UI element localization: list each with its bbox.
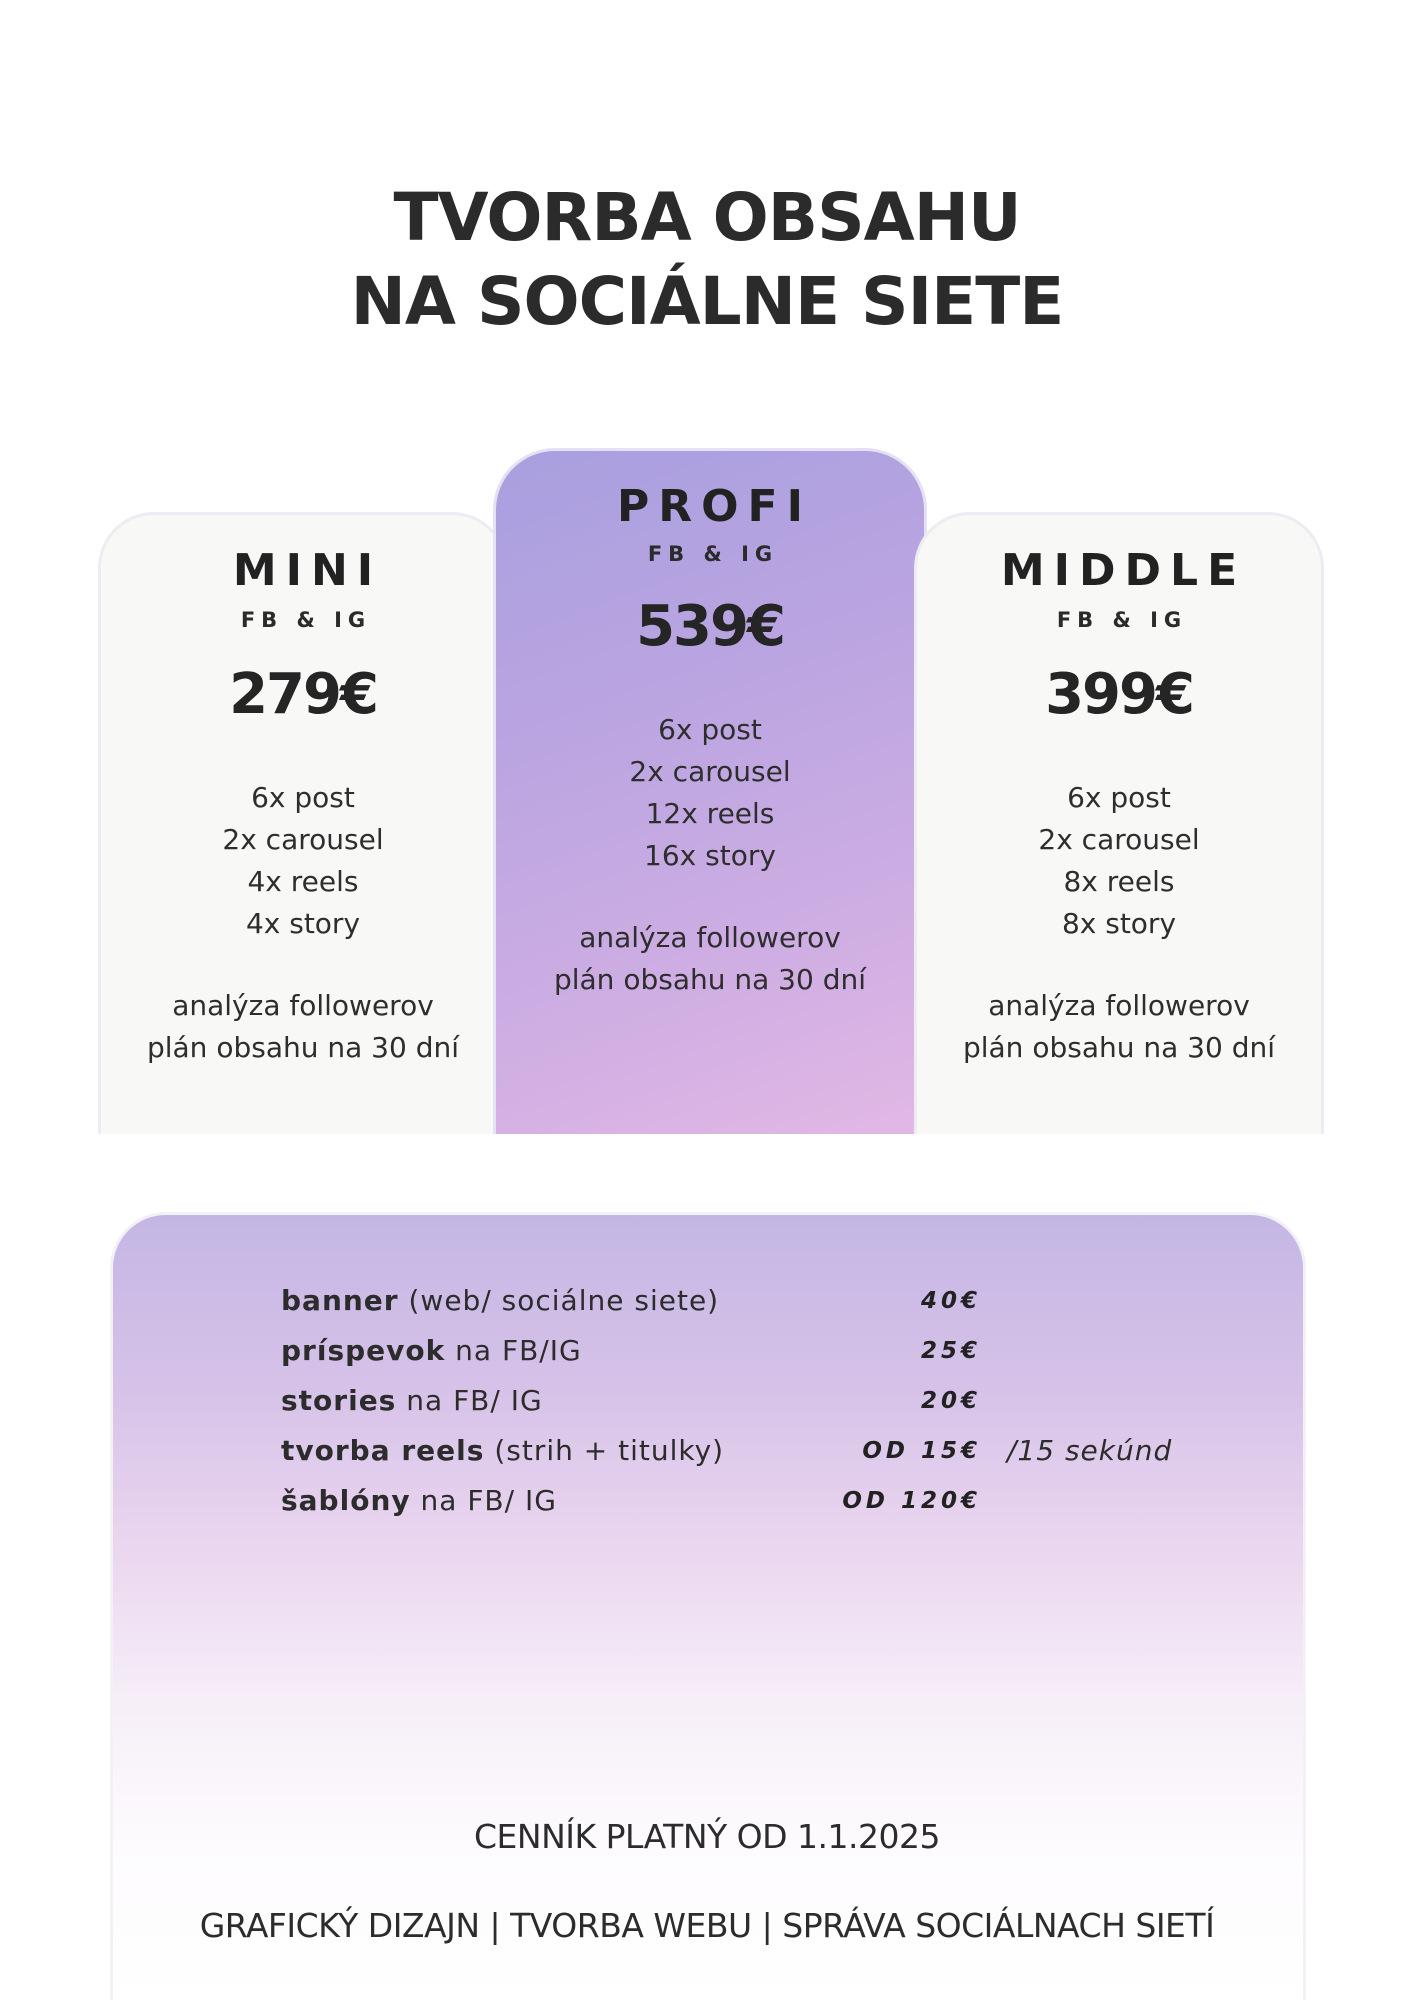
plan-extras: [101, 985, 505, 1069]
service-label: [281, 1331, 582, 1371]
plan-item: 12x reels: [645, 797, 775, 830]
service-name: stories: [281, 1384, 397, 1417]
plan-item: 6x post: [658, 713, 762, 746]
price-validity: CENNÍK PLATNÝ OD 1.1.2025: [474, 1817, 940, 1856]
service-price: 40€: [920, 1288, 981, 1314]
service-row: [281, 1431, 1241, 1471]
service-price: 20€: [920, 1388, 981, 1414]
plan-items: [101, 777, 505, 945]
service-name: šablóny: [281, 1484, 411, 1517]
plan-extra: analýza followerov: [579, 921, 841, 954]
service-name: tvorba reels: [281, 1434, 485, 1467]
service-price: 25€: [920, 1338, 981, 1364]
service-label: [281, 1481, 557, 1521]
plan-price: 399€: [1045, 662, 1193, 727]
service-row: [281, 1381, 1241, 1421]
page-title: [0, 176, 1414, 344]
plan-card-mini: [98, 512, 508, 1134]
service-detail: na FB/ IG: [396, 1384, 543, 1417]
plan-platforms: FB & IG: [647, 542, 779, 566]
service-price: OD 15€: [862, 1438, 981, 1464]
service-label: [281, 1381, 543, 1421]
service-row: [281, 1481, 1241, 1521]
service-detail: (strih + titulky): [484, 1434, 725, 1467]
plan-item: 8x reels: [1063, 865, 1175, 898]
plan-extra: analýza followerov: [172, 989, 434, 1022]
page-title-line-2: NA SOCIÁLNE SIETE: [350, 263, 1064, 340]
plan-extras: [496, 917, 924, 1001]
plan-item: 6x post: [1067, 781, 1171, 814]
page-title-line-1: TVORBA OBSAHU: [393, 179, 1021, 256]
plan-extra: plán obsahu na 30 dní: [962, 1031, 1276, 1064]
plan-item: 4x reels: [247, 865, 359, 898]
plan-items: [917, 777, 1321, 945]
service-label: [281, 1281, 719, 1321]
service-detail: na FB/ IG: [410, 1484, 557, 1517]
plan-items: [496, 709, 924, 877]
plan-name: PROFI: [617, 481, 812, 532]
plan-item: 2x carousel: [1038, 823, 1200, 856]
plan-price: 539€: [636, 594, 784, 659]
plan-platforms: FB & IG: [240, 608, 372, 632]
plan-card-middle: [914, 512, 1324, 1134]
plan-extra: plán obsahu na 30 dní: [553, 963, 867, 996]
plan-extras: [917, 985, 1321, 1069]
plan-card-profi: [493, 448, 927, 1134]
service-name: príspevok: [281, 1334, 446, 1367]
plan-item: 8x story: [1061, 907, 1177, 940]
footer-tagline: GRAFICKÝ DIZAJN | TVORBA WEBU | SPRÁVA SOCIÁLNACH SIETÍ: [199, 1906, 1215, 1945]
services-panel: [110, 1212, 1306, 2000]
service-detail: (web/ sociálne siete): [398, 1284, 720, 1317]
service-detail: na FB/IG: [445, 1334, 582, 1367]
plan-name: MIDDLE: [1000, 545, 1247, 596]
service-name: banner: [281, 1284, 399, 1317]
plan-price: 279€: [229, 662, 377, 727]
service-note: /15 sekúnd: [1007, 1434, 1173, 1467]
plan-extra: analýza followerov: [988, 989, 1250, 1022]
plan-item: 2x carousel: [629, 755, 791, 788]
service-label: [281, 1431, 724, 1471]
plan-name: MINI: [232, 545, 383, 596]
service-price: OD 120€: [842, 1488, 981, 1514]
plan-item: 4x story: [245, 907, 361, 940]
service-row: [281, 1331, 1241, 1371]
plan-item: 2x carousel: [222, 823, 384, 856]
plan-item: 16x story: [644, 839, 776, 872]
service-row: [281, 1281, 1241, 1321]
plan-extra: plán obsahu na 30 dní: [146, 1031, 460, 1064]
plan-platforms: FB & IG: [1056, 608, 1188, 632]
plan-item: 6x post: [251, 781, 355, 814]
